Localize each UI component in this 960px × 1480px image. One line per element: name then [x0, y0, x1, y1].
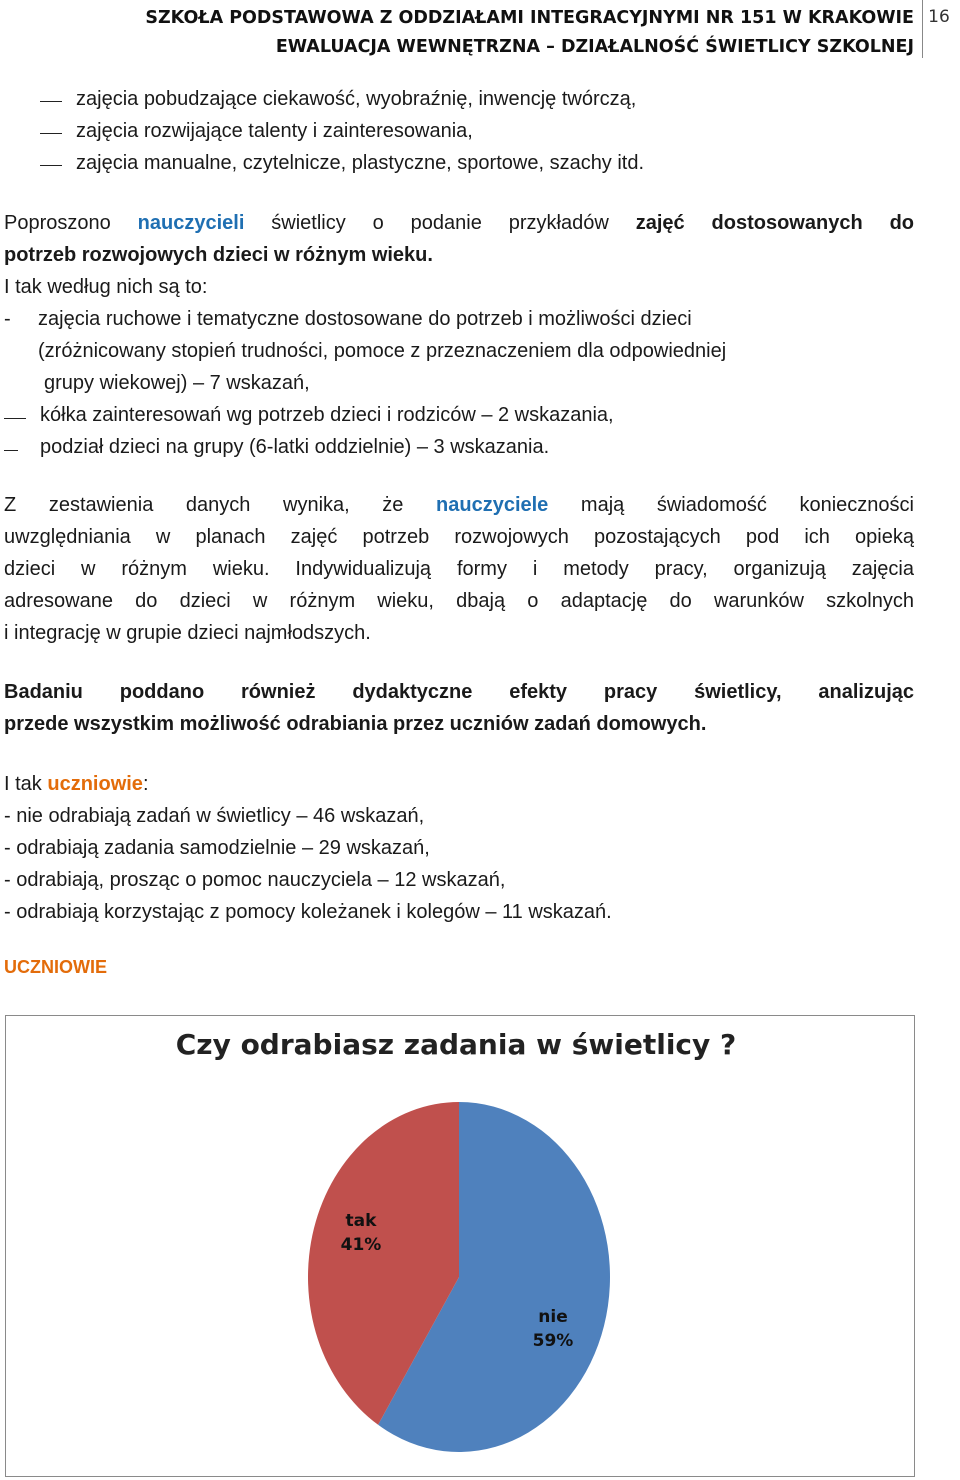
list-item-continuation: grupy wiekowej) – 7 wskazań, — [44, 372, 310, 394]
paragraph-line: dzieci w różnym wieku. Indywidualizują formy i metody pracy, organizują zajęcia — [4, 558, 914, 580]
chart-title: Czy odrabiasz zadania w świetlicy ? — [175, 1028, 737, 1061]
pie-percent-nie: 59% — [532, 1331, 574, 1351]
list-item: - odrabiają zadania samodzielnie – 29 wskazań, — [4, 837, 430, 859]
list-item: zajęcia pobudzające ciekawość, wyobraźnię, inwencję twórczą, — [76, 88, 637, 110]
paragraph-summary: Z zestawienia danych wynika, że nauczyciele mają świadomość konieczności — [4, 494, 914, 516]
list-item: zajęcia manualne, czytelnicze, plastyczne, sportowe, szachy itd. — [76, 152, 645, 174]
list-item: - odrabiają korzystając z pomocy koleżanek i kolegów – 11 wskazań. — [4, 901, 612, 923]
paragraph-line: i integrację w grupie dzieci najmłodszych. — [4, 622, 371, 644]
paragraph-bold: Badaniu poddano również dydaktyczne efekty pracy świetlicy, analizując — [4, 681, 914, 703]
list-item: zajęcia rozwijające talenty i zainteresowania, — [76, 120, 473, 142]
paragraph-line: adresowane do dzieci w różnym wieku, dbają o adaptację do warunków szkolnych — [4, 590, 914, 612]
list-item: podział dzieci na grupy (6-latki oddzielnie) – 3 wskazania. — [40, 436, 550, 458]
list-marker: - — [4, 308, 11, 330]
highlight-teachers: nauczyciele — [436, 494, 549, 516]
list-item: - nie odrabiają zadań w świetlicy – 46 wskazań, — [4, 805, 425, 827]
paragraph-teachers-request: Poproszono nauczycieli świetlicy o podanie przykładów zajęć dostosowanych do — [4, 212, 915, 234]
paragraph-line: potrzeb rozwojowych dzieci w różnym wieku. — [4, 244, 433, 266]
pie-label-tak: tak — [345, 1211, 377, 1231]
highlight-students: uczniowie — [47, 773, 143, 795]
paragraph-line: I tak uczniowie: — [4, 773, 149, 795]
highlight-teachers: nauczycieli — [137, 212, 245, 234]
header-evaluation-title: EWALUACJA WEWNĘTRZNA – DZIAŁALNOŚĆ ŚWIETLICY SZKOLNEJ — [275, 37, 914, 57]
section-label: UCZNIOWIE — [4, 957, 107, 977]
list-item: zajęcia ruchowe i tematyczne dostosowane do potrzeb i możliwości dzieci — [38, 308, 692, 330]
paragraph-bold: przede wszystkim możliwość odrabiania przez uczniów zadań domowych. — [4, 713, 707, 735]
list-item: - odrabiają, prosząc o pomoc nauczyciela – 12 wskazań, — [4, 869, 506, 891]
list-item-continuation: (zróżnicowany stopień trudności, pomoce z przeznaczeniem dla odpowiedniej — [38, 340, 727, 362]
list-item: kółka zainteresowań wg potrzeb dzieci i rodziców – 2 wskazania, — [40, 404, 614, 426]
page-number: 16 — [928, 7, 950, 27]
paragraph-line: I tak według nich są to: — [4, 276, 208, 298]
pie-percent-tak: 41% — [340, 1235, 382, 1255]
header-school-name: SZKOŁA PODSTAWOWA Z ODDZIAŁAMI INTEGRACYJNYMI NR 151 W KRAKOWIE — [145, 8, 914, 28]
pie-label-nie: nie — [538, 1307, 568, 1327]
paragraph-line: uwzględniania w planach zajęć potrzeb rozwojowych pozostających pod ich opieką — [4, 526, 914, 548]
